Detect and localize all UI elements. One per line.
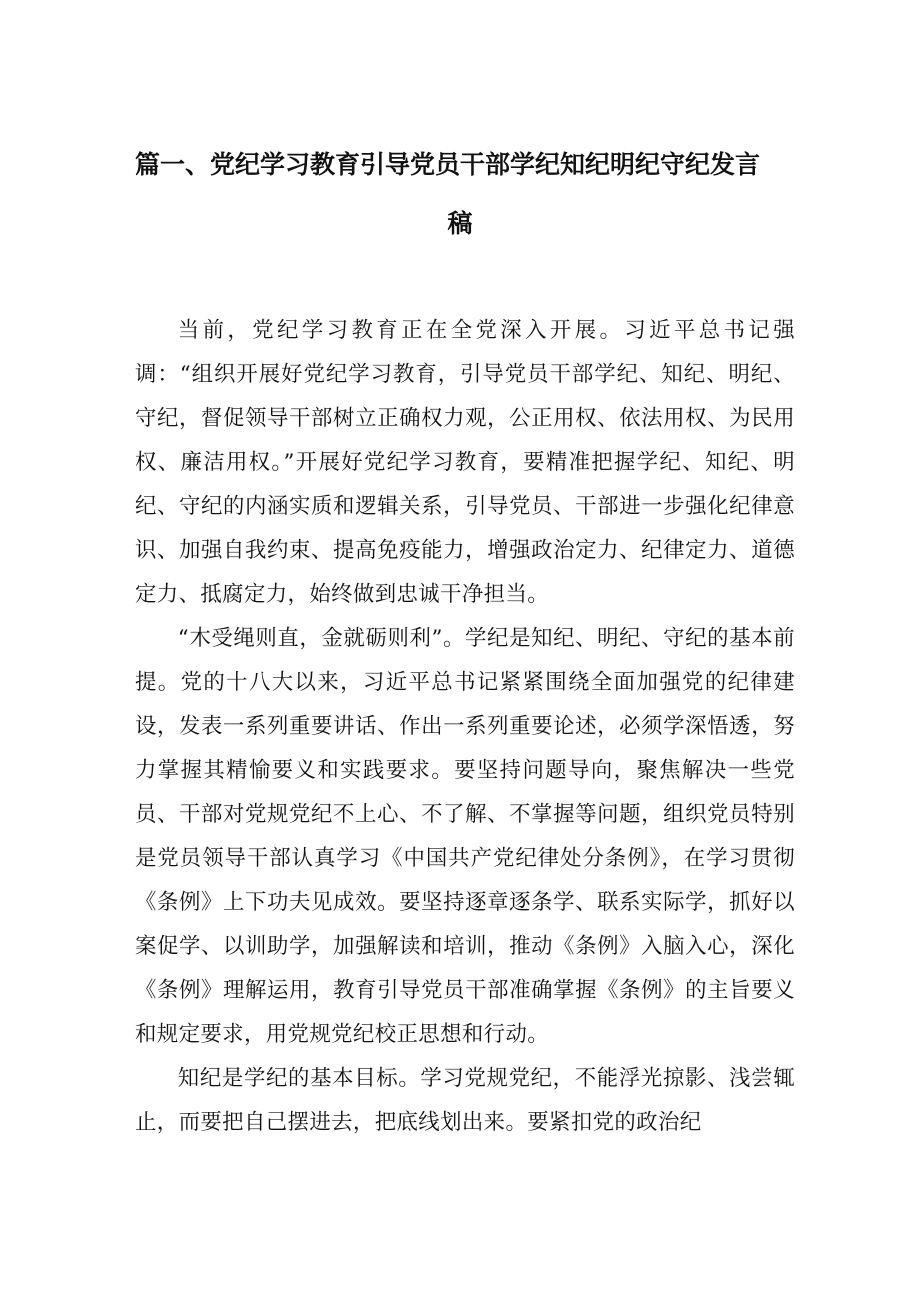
document-body	[135, 309, 795, 1145]
document-title-line-1: 篇一、党纪学习教育引导党员干部学纪知纪明纪守纪发言	[135, 150, 761, 179]
paragraph-3: 知纪是学纪的基本目标。学习党规党纪，不能浮光掠影、浅尝辄止，而要把自己摆进去，把底线划出来。要紧扣党的政治纪	[135, 1066, 795, 1135]
paragraph-2: “木受绳则直，金就砺则利”。学纪是知纪、明纪、守纪的基本前提。党的十八大以来，习近平总书记紧紧围绕全面加强党的纪律建设，发表一系列重要讲话、作出一系列重要论述，必须学深悟透，努力掌握其精愉要义和实践要求。要坚持问题导向，聚焦解决一些党员、干部对党规党纪不上心、不了解、不掌握等问题，组织党员特别是党员领导干部认真学习《中国共产党纪律处分条例》，在学习贯彻《条例》上下功夫见成效。要坚持逐章逐条学、联系实际学，抓好以案促学、以训助学，加强解读和培训，推动《条例》入脑入心，深化《条例》理解运用，教育引导党员干部准确掌握《条例》的主旨要义和规定要求，用党规党纪校正思想和行动。	[135, 626, 795, 1047]
paragraph-1: 当前，党纪学习教育正在全党深入开展。习近平总书记强调：“组织开展好党纪学习教育，引导党员干部学纪、知纪、明纪、守纪，督促领导干部树立正确权力观，公正用权、依法用权、为民用权、廉洁用权。”开展好党纪学习教育，要精准把握学纪、知纪、明纪、守纪的内涵实质和逻辑关系，引导党员、干部进一步强化纪律意识、加强自我约束、提高免疫能力，增强政治定力、纪律定力、道德定力、抵腐定力，始终做到忠诚干净担当。	[135, 318, 795, 607]
document-title-line-2: 稿	[447, 209, 473, 238]
